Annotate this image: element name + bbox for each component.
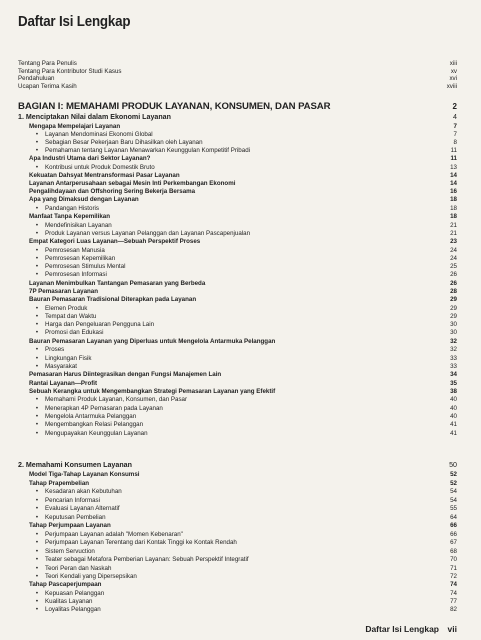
toc-entry-title: Pemrosesan Informasi [45, 271, 107, 278]
toc-entry-title: Pemrosesan Manusia [45, 247, 105, 254]
toc-entry-title: Manfaat Tanpa Kepemilikan [29, 213, 111, 220]
toc-entry-bullet[interactable] [0, 590, 481, 598]
toc-entry-page: 71 [450, 565, 457, 572]
toc-entry-section[interactable] [0, 371, 481, 379]
toc-entry-page: 2 [452, 102, 457, 111]
toc-entry-bullet[interactable] [0, 598, 481, 606]
toc-entry-title: Tahap Pascaperjumpaan [29, 581, 102, 588]
toc-entry-page: 18 [450, 213, 457, 220]
toc-entry-page: 68 [450, 548, 457, 555]
toc-entry-bullet[interactable] [0, 556, 481, 564]
toc-entry-bullet[interactable] [0, 263, 481, 271]
toc-entry-title: Empat Kategori Luas Layanan—Sebuah Perspektif Proses [29, 238, 201, 245]
bullet-icon: • [35, 548, 39, 555]
toc-entry-section[interactable] [0, 296, 481, 304]
toc-entry-title: Bauran Pemasaran Tradisional Diterapkan pada Layanan [29, 296, 197, 303]
toc-entry-title: Mendefinisikan Layanan [45, 222, 112, 229]
toc-entry-page: 29 [450, 305, 457, 312]
toc-entry-title: Harga dan Pengeluaran Pengguna Lain [45, 321, 155, 328]
toc-entry-page: 33 [450, 355, 457, 362]
bullet-icon: • [35, 396, 39, 403]
page-title: Daftar Isi Lengkap [18, 14, 131, 30]
toc-entry-title: Tentang Para Penulis [18, 60, 77, 67]
toc-entry-page: 7 [453, 131, 457, 138]
toc-entry-page: 40 [450, 413, 457, 420]
toc-entry-bullet[interactable] [0, 514, 481, 522]
toc-entry-bullet[interactable] [0, 497, 481, 505]
toc-entry-page: 55 [450, 505, 457, 512]
toc-entry-title: Menerapkan 4P Pemasaran pada Layanan [45, 405, 163, 412]
toc-entry-part[interactable] [0, 102, 481, 113]
bullet-icon: • [35, 131, 39, 138]
toc-entry-bullet[interactable] [0, 413, 481, 421]
toc-entry-page: 16 [450, 188, 457, 195]
toc-entry-title: Layanan Menimbulkan Tantangan Pemasaran yang Berbeda [29, 280, 206, 287]
toc-entry-page: 34 [450, 371, 457, 378]
toc-entry-page: 28 [450, 288, 457, 295]
footer-page-number: vii [447, 624, 457, 634]
toc-entry-chapter[interactable] [0, 113, 481, 121]
toc-entry-section[interactable] [0, 522, 481, 530]
bullet-icon: • [35, 606, 39, 613]
toc-entry-page: 11 [450, 155, 457, 162]
toc-entry-title: Tahap Perjumpaan Layanan [29, 522, 111, 529]
toc-entry-title: Kepuasan Pelanggan [45, 590, 105, 597]
toc-entry-section[interactable] [0, 338, 481, 346]
toc-entry-bullet[interactable] [0, 531, 481, 539]
toc-entry-bullet[interactable] [0, 430, 481, 438]
toc-entry-title: Pandangan Historis [45, 205, 100, 212]
toc-entry-title: Tempat dan Waktu [45, 313, 97, 320]
toc-entry-page: 32 [450, 346, 457, 353]
bullet-icon: • [35, 271, 39, 278]
toc-entry-title: Proses [45, 346, 65, 353]
toc-entry-page: 11 [450, 147, 457, 154]
bullet-icon: • [35, 321, 39, 328]
bullet-icon: • [35, 363, 39, 370]
toc-entry-page: 18 [450, 205, 457, 212]
toc-entry-page: 54 [450, 497, 457, 504]
bullet-icon: • [35, 255, 39, 262]
toc-entry-bullet[interactable] [0, 363, 481, 371]
toc-entry-section[interactable] [0, 288, 481, 296]
toc-entry-title: Memahami Produk Layanan, Konsumen, dan Pasar [45, 396, 188, 403]
toc-entry-title: Mengupayakan Keunggulan Layanan [45, 430, 148, 437]
toc-entry-title: Perjumpaan Layanan Terentang dari Kontak Tinggi ke Kontak Rendah [45, 539, 237, 546]
bullet-icon: • [35, 430, 39, 437]
toc-entry-chapter[interactable] [0, 461, 481, 469]
toc-entry-bullet[interactable] [0, 565, 481, 573]
toc-entry-page: 66 [450, 531, 457, 538]
toc-entry-title: Sebuah Kerangka untuk Mengembangkan Strategi Pemasaran Layanan yang Efektif [29, 388, 276, 395]
bullet-icon: • [35, 147, 39, 154]
toc-entry-title: Keputusan Pembelian [45, 514, 106, 521]
toc-entry-title: Rantai Layanan—Profit [29, 380, 98, 387]
toc-entry-bullet[interactable] [0, 488, 481, 496]
bullet-icon: • [35, 230, 39, 237]
toc-entry-page: 7 [453, 123, 457, 130]
toc-entry-page: xviii [446, 83, 457, 90]
toc-entry-page: 82 [450, 606, 457, 613]
toc-entry-title: Apa Industri Utama dari Sektor Layanan? [29, 155, 151, 162]
bullet-icon: • [35, 355, 39, 362]
toc-entry-title: Teori Peran dan Naskah [45, 565, 112, 572]
bullet-icon: • [35, 313, 39, 320]
toc-entry-title: Apa yang Dimaksud dengan Layanan [29, 196, 139, 203]
toc-entry-page: 74 [450, 590, 457, 597]
toc-entry-title: Mengembangkan Relasi Pelanggan [45, 421, 144, 428]
toc-entry-title: Kontribusi untuk Produk Domestik Bruto [45, 164, 155, 171]
bullet-icon: • [35, 421, 39, 428]
toc-entry-bullet[interactable] [0, 271, 481, 279]
toc-entry-bullet[interactable] [0, 505, 481, 513]
toc-entry-page: 21 [450, 222, 457, 229]
toc-entry-bullet[interactable] [0, 321, 481, 329]
bullet-icon: • [35, 565, 39, 572]
toc-entry-title: Teori Kendali yang Dipersepsikan [45, 573, 137, 580]
toc-entry-title: Tahap Prapembelian [29, 480, 90, 487]
toc-entry-title: Pemrosesan Kepemilikan [45, 255, 116, 262]
toc-entry-front[interactable] [0, 75, 481, 83]
toc-entry-page: 52 [450, 480, 457, 487]
toc-entry-page: 52 [450, 471, 457, 478]
toc-entry-page: 21 [450, 230, 457, 237]
toc-entry-page: 24 [450, 247, 457, 254]
toc-entry-title: Sebagian Besar Pekerjaan Baru Dihasilkan oleh Layanan [45, 139, 203, 146]
toc-entry-title: Pendahuluan [18, 75, 55, 82]
toc-entry-page: 32 [450, 338, 457, 345]
toc-entry-bullet[interactable] [0, 313, 481, 321]
toc-entry-page: 40 [450, 396, 457, 403]
toc-entry-bullet[interactable] [0, 222, 481, 230]
toc-entry-page: 66 [450, 522, 457, 529]
bullet-icon: • [35, 205, 39, 212]
toc-entry-section[interactable] [0, 155, 481, 163]
toc-entry-page: 33 [450, 363, 457, 370]
bullet-icon: • [35, 488, 39, 495]
toc-entry-page: 14 [450, 180, 457, 187]
toc-entry-page: 74 [450, 581, 457, 588]
toc-entry-title: Promosi dan Edukasi [45, 329, 104, 336]
toc-entry-title: Loyalitas Pelanggan [45, 606, 101, 613]
toc-entry-page: 13 [450, 164, 457, 171]
bullet-icon: • [35, 413, 39, 420]
toc-entry-bullet[interactable] [0, 147, 481, 155]
footer-label: Daftar Isi Lengkap [365, 624, 439, 634]
toc-entry-page: 77 [450, 598, 457, 605]
toc-entry-page: 26 [450, 271, 457, 278]
toc-entry-bullet[interactable] [0, 548, 481, 556]
toc-entry-bullet[interactable] [0, 131, 481, 139]
toc-entry-section[interactable] [0, 471, 481, 479]
toc-entry-title: Pemahaman tentang Layanan Menawarkan Keunggulan Kompetitif Pribadi [45, 147, 251, 154]
bullet-icon: • [35, 405, 39, 412]
toc-entry-page: 23 [450, 238, 457, 245]
toc-entry-page: 64 [450, 514, 457, 521]
toc-entry-page: 35 [450, 380, 457, 387]
toc-entry-section[interactable] [0, 172, 481, 180]
toc-entry-section[interactable] [0, 188, 481, 196]
bullet-icon: • [35, 531, 39, 538]
toc-entry-page: 26 [450, 280, 457, 287]
bullet-icon: • [35, 598, 39, 605]
toc-entry-bullet[interactable] [0, 539, 481, 547]
toc-entry-title: BAGIAN I: MEMAHAMI PRODUK LAYANAN, KONSUMEN, DAN PASAR [18, 101, 331, 112]
toc-entry-title: Produk Layanan versus Layanan Pelanggan dan Layanan Pascapenjualan [45, 230, 251, 237]
toc-entry-page: 8 [453, 139, 457, 146]
toc-entry-page: xvi [449, 75, 457, 82]
toc-entry-title: Teater sebagai Metafora Pemberian Layanan: Sebuah Perspektif Integratif [45, 556, 249, 563]
toc-entry-title: Layanan Mendominasi Ekonomi Global [45, 131, 153, 138]
toc-entry-page: 54 [450, 488, 457, 495]
bullet-icon: • [35, 222, 39, 229]
bullet-icon: • [35, 164, 39, 171]
toc-entry-bullet[interactable] [0, 606, 481, 614]
toc-entry-page: 14 [450, 172, 457, 179]
toc-entry-bullet[interactable] [0, 405, 481, 413]
toc-entry-section[interactable] [0, 213, 481, 221]
toc-entry-title: Pencarian Informasi [45, 497, 101, 504]
toc-entry-page: 41 [450, 430, 457, 437]
toc-entry-title: Masyarakat [45, 363, 77, 370]
toc-entry-page: 67 [450, 539, 457, 546]
toc-entry-front[interactable] [0, 83, 481, 91]
toc-entry-page: xv [450, 68, 457, 75]
toc-entry-title: Elemen Produk [45, 305, 88, 312]
toc-entry-page: xiii [449, 60, 457, 67]
toc-entry-section[interactable] [0, 180, 481, 188]
toc-entry-page: 72 [450, 573, 457, 580]
toc-entry-page: 40 [450, 405, 457, 412]
toc-entry-bullet[interactable] [0, 396, 481, 404]
toc-entry-page: 4 [453, 113, 457, 121]
toc-entry-section[interactable] [0, 123, 481, 131]
toc-entry-bullet[interactable] [0, 255, 481, 263]
toc-entry-title: Layanan Antarperusahaan sebagai Mesin Inti Perkembangan Ekonomi [29, 180, 236, 187]
toc-entry-title: Perjumpaan Layanan adalah "Momen Kebenaran" [45, 531, 183, 538]
toc-entry-front[interactable] [0, 60, 481, 68]
toc-entry-section[interactable] [0, 196, 481, 204]
bullet-icon: • [35, 139, 39, 146]
bullet-icon: • [35, 505, 39, 512]
toc-entry-title: Tentang Para Kontributor Studi Kasus [18, 68, 122, 75]
toc-entry-bullet[interactable] [0, 247, 481, 255]
bullet-icon: • [35, 573, 39, 580]
toc-entry-section[interactable] [0, 388, 481, 396]
toc-entry-page: 50 [449, 461, 457, 469]
toc-entry-title: Evaluasi Layanan Alternatif [45, 505, 120, 512]
toc-entry-section[interactable] [0, 581, 481, 589]
toc-entry-title: 1. Menciptakan Nilai dalam Ekonomi Layanan [18, 113, 171, 121]
toc-entry-title: 7P Pemasaran Layanan [29, 288, 99, 295]
toc-entry-page: 38 [450, 388, 457, 395]
toc-entry-title: Pengalihdayaan dan Offshoring Sering Bekerja Bersama [29, 188, 196, 195]
toc-entry-bullet[interactable] [0, 421, 481, 429]
toc-entry-bullet[interactable] [0, 573, 481, 581]
toc-entry-section[interactable] [0, 280, 481, 288]
toc-entry-title: Pemrosesan Stimulus Mental [45, 263, 126, 270]
toc-entry-page: 29 [450, 296, 457, 303]
bullet-icon: • [35, 497, 39, 504]
toc-entry-bullet[interactable] [0, 205, 481, 213]
toc-entry-title: Model Tiga-Tahap Layanan Konsumsi [29, 471, 140, 478]
bullet-icon: • [35, 514, 39, 521]
bullet-icon: • [35, 346, 39, 353]
toc-entry-title: Pemasaran Harus Diintegrasikan dengan Fungsi Manajemen Lain [29, 371, 222, 378]
toc-entry-page: 25 [450, 263, 457, 270]
toc-entry-page: 30 [450, 329, 457, 336]
toc-entry-bullet[interactable] [0, 230, 481, 238]
toc-entry-page: 18 [450, 196, 457, 203]
bullet-icon: • [35, 329, 39, 336]
toc-entry-section[interactable] [0, 380, 481, 388]
toc-entry-page: 29 [450, 313, 457, 320]
bullet-icon: • [35, 590, 39, 597]
toc-entry-section[interactable] [0, 238, 481, 246]
toc-entry-title: 2. Memahami Konsumen Layanan [18, 461, 132, 469]
toc-entry-title: Kesadaran akan Kebutuhan [45, 488, 122, 495]
toc-entry-title: Ucapan Terima Kasih [18, 83, 77, 90]
toc-entry-title: Bauran Pemasaran Layanan yang Diperluas untuk Mengelola Antarmuka Pelanggan [29, 338, 276, 345]
bullet-icon: • [35, 247, 39, 254]
bullet-icon: • [35, 556, 39, 563]
toc-entry-bullet[interactable] [0, 355, 481, 363]
bullet-icon: • [35, 539, 39, 546]
toc-entry-title: Lingkungan Fisik [45, 355, 92, 362]
toc-entry-section[interactable] [0, 480, 481, 488]
bullet-icon: • [35, 263, 39, 270]
toc-entry-title: Kualitas Layanan [45, 598, 93, 605]
toc-entry-title: Mengelola Antarmuka Pelanggan [45, 413, 137, 420]
toc-entry-page: 24 [450, 255, 457, 262]
toc-entry-bullet[interactable] [0, 329, 481, 337]
toc-entry-bullet[interactable] [0, 139, 481, 147]
toc-entry-bullet[interactable] [0, 346, 481, 354]
toc-entry-page: 41 [450, 421, 457, 428]
toc-entry-title: Kekuatan Dahsyat Mentransformasi Pasar Layanan [29, 172, 180, 179]
bullet-icon: • [35, 305, 39, 312]
toc-entry-title: Sistem Servuction [45, 548, 95, 555]
toc-entry-bullet[interactable] [0, 164, 481, 172]
toc-entry-page: 70 [450, 556, 457, 563]
toc-entry-title: Mengapa Mempelajari Layanan [29, 123, 121, 130]
toc-entry-bullet[interactable] [0, 305, 481, 313]
toc-entry-page: 30 [450, 321, 457, 328]
